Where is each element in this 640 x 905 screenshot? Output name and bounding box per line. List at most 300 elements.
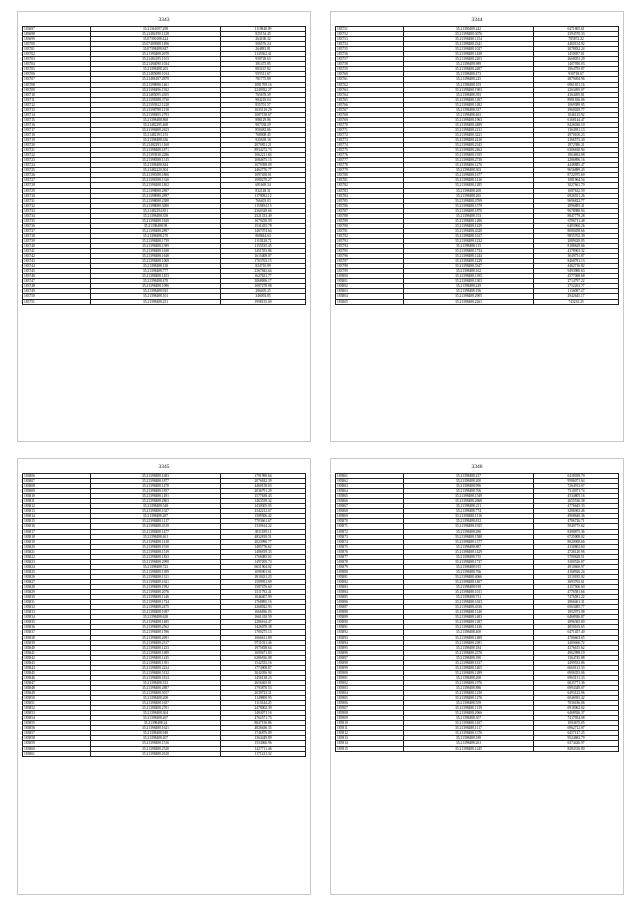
amount-cell: 6471457.40 — [534, 630, 619, 635]
code-cell: 35.21398488.774 — [403, 509, 533, 514]
row-id-cell: 183832 — [23, 605, 91, 610]
row-id-cell: 183798 — [336, 264, 404, 269]
code-cell: 35.21398488.1485 — [90, 620, 220, 625]
amount-cell: 2478002.39 — [221, 706, 306, 711]
code-cell: 35.21398488.1814 — [90, 675, 220, 680]
amount-cell: 1080270.27 — [221, 178, 306, 183]
amount-cell: 8847156.86 — [221, 721, 306, 726]
code-cell: 35.21398488.1935 — [403, 153, 533, 158]
amount-cell: 681669.34 — [221, 183, 306, 188]
amount-cell: 9524682.79 — [534, 736, 619, 741]
amount-cell: 1084675.15 — [221, 158, 306, 163]
row-id-cell: 183711 — [23, 97, 91, 102]
row-id-cell: 183825 — [23, 569, 91, 574]
code-cell: 35.21485088.1014 — [90, 72, 220, 77]
amount-cell: 1451553.86 — [221, 249, 306, 254]
amount-cell: 1426078.38 — [221, 625, 306, 630]
amount-cell: 6374426.97 — [534, 741, 619, 746]
row-id-cell: 183819 — [23, 539, 91, 544]
code-cell: 35.21398488.1391 — [90, 660, 220, 665]
code-cell: 35.21398488.1910 — [90, 544, 220, 549]
code-cell: 35.21398488.1925 — [403, 524, 533, 529]
amount-cell: 984218.04 — [221, 97, 306, 102]
code-cell: 35.21398488.844 — [90, 163, 220, 168]
row-id-cell: 183734 — [23, 213, 91, 218]
amount-cell: 824710.89 — [221, 264, 306, 269]
code-cell: 35.21398488.1146 — [90, 595, 220, 600]
code-cell: 35.21398488.2990 — [90, 559, 220, 564]
amount-cell: 6457127.25 — [534, 731, 619, 736]
row-id-cell: 183811 — [23, 499, 91, 504]
row-id-cell: 183829 — [23, 590, 91, 595]
code-cell: 35.21398188.1320 — [90, 178, 220, 183]
row-id-cell: 183873 — [336, 534, 404, 539]
amount-cell: 6796711.48 — [534, 218, 619, 223]
code-cell: 35.21494090.1034 — [90, 62, 220, 67]
row-id-cell: 183869 — [336, 514, 404, 519]
amount-cell: 2286164.47 — [221, 620, 306, 625]
amount-cell: 2078832.24 — [534, 47, 619, 52]
code-cell: 35.21398388.1315 — [90, 158, 220, 163]
row-id-cell: 183796 — [336, 254, 404, 259]
amount-cell: 7417934.08 — [534, 716, 619, 721]
code-cell: 35.21398488.2863 — [90, 499, 220, 504]
code-cell: 35.21398488.1140 — [403, 610, 533, 615]
code-cell: 35.21482293.1168 — [90, 143, 220, 148]
row-id-cell: 183854 — [23, 716, 91, 721]
code-cell: 35.21398488.2131 — [403, 127, 533, 132]
amount-cell: 4460158.03 — [221, 484, 306, 489]
row-id-cell: 183748 — [23, 284, 91, 289]
code-cell: 35.07409588.1496 — [90, 42, 220, 47]
code-cell: 35.21398488.1232 — [403, 238, 533, 243]
page-number: 3346 — [471, 464, 483, 470]
code-cell: 35.21398488.2562 — [90, 625, 220, 630]
amount-cell: 1486819.33 — [221, 549, 306, 554]
amount-cell: 2240932.27 — [221, 87, 306, 92]
row-id-cell: 183830 — [23, 595, 91, 600]
code-cell: 35.21398488.1229 — [403, 223, 533, 228]
row-id-cell: 183901 — [336, 675, 404, 680]
row-id-cell: 183702 — [23, 52, 91, 57]
row-id-cell: 183750 — [23, 294, 91, 299]
row-id-cell: 183877 — [336, 554, 404, 559]
row-id-cell: 183835 — [23, 620, 91, 625]
code-cell: 35.21398488.1976 — [403, 680, 533, 685]
code-cell: 35.21398488.1478 — [90, 484, 220, 489]
code-cell: 35.21398488.2487 — [403, 67, 533, 72]
row-id-cell: 183846 — [23, 675, 91, 680]
amount-cell: 2089429.05 — [534, 238, 619, 243]
amount-cell: 3693765.61 — [534, 579, 619, 584]
row-id-cell: 183705 — [23, 67, 91, 72]
amount-cell: 1774908.87 — [221, 665, 306, 670]
amount-cell: 6994349.07 — [534, 685, 619, 690]
amount-cell: 868844.63 — [221, 233, 306, 238]
amount-cell: 1136087.27 — [534, 289, 619, 294]
amount-cell: 2394570.33 — [534, 32, 619, 37]
amount-cell: 2499533.86 — [534, 660, 619, 665]
amount-cell: 1069389.95 — [534, 102, 619, 107]
amount-cell: 907338.29 — [221, 122, 306, 127]
row-id-cell: 183908 — [336, 711, 404, 716]
row-id-cell: 183777 — [336, 158, 404, 163]
row-id-cell: 183700 — [23, 42, 91, 47]
row-id-cell: 183720 — [23, 143, 91, 148]
amount-cell: 2655536.38 — [534, 499, 619, 504]
row-id-cell: 183753 — [336, 37, 404, 42]
amount-cell: 766403.03 — [221, 198, 306, 203]
code-cell: 35.21398488.1482 — [403, 102, 533, 107]
code-cell: 35.21398488.225 — [403, 77, 533, 82]
amount-cell: 1577638.43 — [221, 494, 306, 499]
amount-cell: 264168.32 — [221, 37, 306, 42]
row-id-cell: 183751 — [23, 299, 91, 304]
code-cell: 35.21398488.1245 — [90, 655, 220, 660]
row-id-cell: 183749 — [23, 289, 91, 294]
amount-cell: 6471805.61 — [534, 27, 619, 32]
code-cell: 35.21398488.1734 — [90, 600, 220, 605]
code-cell: 35.21398088.2897 — [90, 188, 220, 193]
code-cell: 35.21398488.1139 — [403, 706, 533, 711]
code-cell: 35.21485095.4355 — [90, 92, 220, 97]
table-row — [23, 751, 306, 756]
row-id-cell: 183762 — [336, 82, 404, 87]
row-id-cell: 183878 — [336, 559, 404, 564]
code-cell: 35.21398488.1303 — [403, 279, 533, 284]
amount-cell: 7036186.06 — [534, 701, 619, 706]
code-cell: 35.21398088.2897 — [90, 193, 220, 198]
code-cell: 35.21398488.1621 — [90, 726, 220, 731]
code-cell: 35.21398488.303 — [403, 168, 533, 173]
row-id-cell: 183757 — [336, 57, 404, 62]
row-id-cell: 183893 — [336, 635, 404, 640]
row-id-cell: 183911 — [336, 726, 404, 731]
amount-cell: 855701.57 — [221, 102, 306, 107]
amount-cell: 2521333.49 — [221, 213, 306, 218]
code-cell: 35.21398488.1833 — [90, 554, 220, 559]
row-id-cell: 183772 — [336, 132, 404, 137]
amount-cell: 1087632.59 — [534, 188, 619, 193]
row-id-cell: 183715 — [23, 117, 91, 122]
amount-cell: 1179092.12 — [221, 193, 306, 198]
amount-cell: 8934272.73 — [221, 148, 306, 153]
amount-cell: 1497209.73 — [221, 559, 306, 564]
code-cell: 35.21398488.2066 — [403, 711, 533, 716]
row-id-cell: 183871 — [336, 524, 404, 529]
row-id-cell: 183915 — [336, 746, 404, 751]
amount-cell: 1511792.41 — [221, 590, 306, 595]
code-cell: 35.21398488.1402 — [90, 183, 220, 188]
row-id-cell: 183728 — [23, 183, 91, 188]
code-cell: 35.21398488.1739 — [90, 238, 220, 243]
amount-cell: 4462716.82 — [534, 264, 619, 269]
amount-cell: 1679250.59 — [221, 218, 306, 223]
amount-cell: 6468926.37 — [534, 711, 619, 716]
amount-cell: 6468926.87 — [534, 615, 619, 620]
row-id-cell: 183718 — [23, 132, 91, 137]
row-id-cell: 183875 — [336, 544, 404, 549]
amount-cell: 1791990.64 — [221, 474, 306, 479]
code-cell: 35.21393922.1228 — [90, 102, 220, 107]
amount-cell: 1635116.29 — [221, 107, 306, 112]
amount-cell: 1087158.67 — [221, 112, 306, 117]
amount-cell: 743235.25 — [534, 299, 619, 304]
code-cell: 35.21398488.1857 — [90, 489, 220, 494]
amount-cell: 1615408.07 — [221, 254, 306, 259]
code-cell: 35.21398488.1699 — [90, 650, 220, 655]
row-id-cell: 183866 — [336, 499, 404, 504]
row-id-cell: 183781 — [336, 178, 404, 183]
code-cell: 35.21398488.153 — [403, 213, 533, 218]
row-id-cell: 183763 — [336, 87, 404, 92]
code-cell: 35.21398188.1806 — [90, 173, 220, 178]
data-table — [22, 473, 306, 757]
amount-cell: 6926551.26 — [534, 193, 619, 198]
amount-cell: 7310071.74 — [534, 489, 619, 494]
row-id-cell: 183881 — [336, 574, 404, 579]
amount-cell: 2263495.07 — [534, 87, 619, 92]
code-cell: 35.21398488.1185 — [403, 274, 533, 279]
amount-cell: 4776581.66 — [534, 590, 619, 595]
amount-cell: 4962998.19 — [534, 650, 619, 655]
code-cell: 35.21398488.1438 — [403, 52, 533, 57]
amount-cell: 8498875.36 — [534, 529, 619, 534]
amount-cell: 1467074.64 — [221, 228, 306, 233]
row-id-cell: 183816 — [23, 524, 91, 529]
row-id-cell: 183769 — [336, 117, 404, 122]
amount-cell: 1793870.53 — [221, 685, 306, 690]
code-cell: 35.21398488.706 — [403, 489, 533, 494]
row-id-cell: 183716 — [23, 122, 91, 127]
code-cell: 35.21398488.200 — [403, 479, 533, 484]
code-cell: 35.21398488.628 — [90, 615, 220, 620]
amount-cell: 9656889.43 — [534, 168, 619, 173]
data-table — [335, 26, 619, 305]
code-cell: 35.21398488.1233 — [90, 645, 220, 650]
code-cell: 35.21398488.1903 — [403, 87, 533, 92]
code-cell: 35.21398488.1648 — [90, 254, 220, 259]
code-cell: 35.21398488.731 — [403, 595, 533, 600]
code-cell: 35.21398488.2261 — [403, 299, 533, 304]
code-cell: 35.21398488.1588 — [403, 534, 533, 539]
amount-cell: 1666611.89 — [221, 635, 306, 640]
row-id-cell: 183783 — [336, 188, 404, 193]
row-id-cell: 183814 — [23, 514, 91, 519]
code-cell: 35.21398488.251 — [90, 299, 220, 304]
code-cell: 35.21398488.1096 — [90, 284, 220, 289]
code-cell: 35.21398488.2234 — [90, 665, 220, 670]
code-cell: 35.21486187.2879 — [90, 77, 220, 82]
code-cell: 35.21398488.2691 — [90, 635, 220, 640]
table-row — [336, 746, 619, 751]
amount-cell: 2039723.31 — [221, 691, 306, 696]
row-id-cell: 183751 — [336, 27, 404, 32]
row-id-cell: 183733 — [23, 208, 91, 213]
row-id-cell: 183770 — [336, 122, 404, 127]
row-id-cell: 183891 — [336, 625, 404, 630]
row-id-cell: 183744 — [23, 264, 91, 269]
row-id-cell: 183882 — [336, 579, 404, 584]
row-id-cell: 183821 — [23, 549, 91, 554]
row-id-cell: 183860 — [23, 746, 91, 751]
amount-cell: 1113344.25 — [221, 701, 306, 706]
amount-cell: 888129.86 — [221, 117, 306, 122]
amount-cell: 958728.63 — [221, 57, 306, 62]
row-id-cell: 183759 — [336, 67, 404, 72]
row-id-cell: 183787 — [336, 208, 404, 213]
code-cell: 35.21398488.777 — [90, 269, 220, 274]
amount-cell: 6403960.26 — [534, 223, 619, 228]
amount-cell: 6046935.42 — [534, 696, 619, 701]
row-id-cell: 183899 — [336, 665, 404, 670]
code-cell: 35.21398488.4489 — [403, 122, 533, 127]
code-cell: 35.21398488.1617 — [403, 233, 533, 238]
amount-cell: 506576.24 — [221, 42, 306, 47]
row-id-cell: 183904 — [336, 691, 404, 696]
amount-cell: 4826636.35 — [221, 726, 306, 731]
code-cell: 35.21398488.559 — [403, 701, 533, 706]
row-id-cell: 183889 — [336, 615, 404, 620]
amount-cell: 1554066.96 — [221, 741, 306, 746]
code-cell: 35.21398488.390 — [403, 655, 533, 660]
row-id-cell: 183775 — [336, 148, 404, 153]
row-id-cell: 183834 — [23, 615, 91, 620]
code-cell: 35.21484190.1128 — [90, 32, 220, 37]
row-id-cell: 183797 — [336, 259, 404, 264]
amount-cell: 1119848.09 — [221, 27, 306, 32]
row-id-cell: 183912 — [336, 731, 404, 736]
code-cell: 35.21398488.1963 — [403, 117, 533, 122]
row-id-cell: 183709 — [23, 87, 91, 92]
row-id-cell: 183805 — [336, 299, 404, 304]
amount-cell: 2310185.02 — [534, 574, 619, 579]
amount-cell: 2342212.67 — [221, 509, 306, 514]
row-id-cell: 183765 — [336, 97, 404, 102]
amount-cell: 1864692.08 — [534, 153, 619, 158]
row-id-cell: 183887 — [336, 605, 404, 610]
code-cell: 35.21398488.207 — [90, 736, 220, 741]
amount-cell: 1509951.69 — [221, 579, 306, 584]
row-id-cell: 183880 — [336, 569, 404, 574]
code-cell: 35.21398488.203 — [90, 67, 220, 72]
code-cell: 35.21398488.267 — [90, 716, 220, 721]
code-cell: 35.21398488.130 — [90, 264, 220, 269]
amount-cell: 6418039.79 — [534, 474, 619, 479]
amount-cell: 6306630.94 — [534, 148, 619, 153]
row-id-cell: 183851 — [23, 701, 91, 706]
code-cell: 35.21398488.208 — [403, 675, 533, 680]
row-id-cell: 183808 — [23, 484, 91, 489]
code-cell: 35.21398488.1276 — [403, 696, 533, 701]
amount-cell: 1096901.61 — [221, 569, 306, 574]
code-cell: 35.21398488.1871 — [90, 148, 220, 153]
amount-cell: 4168926.24 — [534, 569, 619, 574]
code-cell: 35.21398088.1461 — [90, 82, 220, 87]
amount-cell: 1145362.41 — [221, 52, 306, 57]
row-id-cell: 183727 — [23, 178, 91, 183]
row-id-cell: 183902 — [336, 680, 404, 685]
code-cell: 35.21390488.2678 — [90, 52, 220, 57]
amount-cell: 8722975.69 — [534, 173, 619, 178]
row-id-cell: 183776 — [336, 153, 404, 158]
code-cell: 35.21398488.1621 — [90, 579, 220, 584]
row-id-cell: 183839 — [23, 640, 91, 645]
amount-cell: 935511.67 — [221, 72, 306, 77]
code-cell: 35.21398488.4319 — [90, 524, 220, 529]
row-id-cell: 183872 — [336, 529, 404, 534]
row-id-cell: 183853 — [23, 711, 91, 716]
code-cell: 35.21398488.211 — [403, 504, 533, 509]
amount-cell: 346093.85 — [221, 294, 306, 299]
code-cell: 35.21398495.2793 — [90, 112, 220, 117]
amount-cell: 1450057.01 — [534, 52, 619, 57]
amount-cell: 286405.25 — [221, 289, 306, 294]
code-cell: 35.21398488.2410 — [403, 138, 533, 143]
row-id-cell: 183861 — [336, 474, 404, 479]
row-id-cell: 183910 — [336, 721, 404, 726]
amount-cell: 6918062.02 — [534, 706, 619, 711]
row-id-cell: 183721 — [23, 148, 91, 153]
code-cell: 35.21398488.1489 — [403, 635, 533, 640]
amount-cell: 8468781.13 — [534, 259, 619, 264]
code-cell: 35.21398488.1683 — [90, 474, 220, 479]
row-id-cell: 183704 — [23, 62, 91, 67]
code-cell: 35.21398488.1069 — [90, 259, 220, 264]
page-number: 3345 — [158, 464, 170, 470]
amount-cell: 8080458.66 — [534, 228, 619, 233]
code-cell: 35.21398488.1289 — [403, 670, 533, 675]
row-id-cell: 183793 — [336, 238, 404, 243]
row-id-cell: 183824 — [23, 564, 91, 569]
code-cell: 35.21398488.1457 — [403, 721, 533, 726]
row-id-cell: 183722 — [23, 153, 91, 158]
code-cell: 35.21398488.1633 — [403, 600, 533, 605]
amount-cell: 4534805.16 — [534, 494, 619, 499]
row-id-cell: 183714 — [23, 112, 91, 117]
code-cell: 35.21398488.1516 — [90, 741, 220, 746]
amount-cell: 1964795.87 — [534, 67, 619, 72]
row-id-cell: 183862 — [336, 479, 404, 484]
code-cell: 35.21398488.1116 — [403, 514, 533, 519]
amount-cell: 1046125.92 — [534, 112, 619, 117]
row-id-cell: 183827 — [23, 579, 91, 584]
code-cell: 35.21398488.548 — [90, 504, 220, 509]
amount-cell: 6651904.02 — [221, 564, 306, 569]
amount-cell: 6906353.06 — [534, 670, 619, 675]
row-id-cell: 183864 — [336, 489, 404, 494]
amount-cell: 2896883.41 — [534, 203, 619, 208]
amount-cell: 1627631.77 — [221, 274, 306, 279]
row-id-cell: 183732 — [23, 203, 91, 208]
row-id-cell: 183697 — [23, 27, 91, 32]
code-cell: 35.21398488.1399 — [90, 569, 220, 574]
code-cell: 35.21398488.1405 — [403, 665, 533, 670]
amount-cell: 1485776.62 — [221, 544, 306, 549]
row-id-cell: 183870 — [336, 519, 404, 524]
code-cell: 35.21398488.1589 — [90, 244, 220, 249]
amount-cell: 3049751.87 — [534, 254, 619, 259]
row-id-cell: 183791 — [336, 228, 404, 233]
amount-cell: 1589506.42 — [221, 514, 306, 519]
code-cell: 35.21398488.1429 — [403, 549, 533, 554]
amount-cell: 1456138.23 — [221, 675, 306, 680]
amount-cell: 1531455.78 — [221, 223, 306, 228]
amount-cell: 1690671.83 — [221, 650, 306, 655]
code-cell: 35.21398488.470 — [90, 279, 220, 284]
amount-cell: 785872.22 — [534, 37, 619, 42]
code-cell: 35.21398488.1285 — [403, 183, 533, 188]
